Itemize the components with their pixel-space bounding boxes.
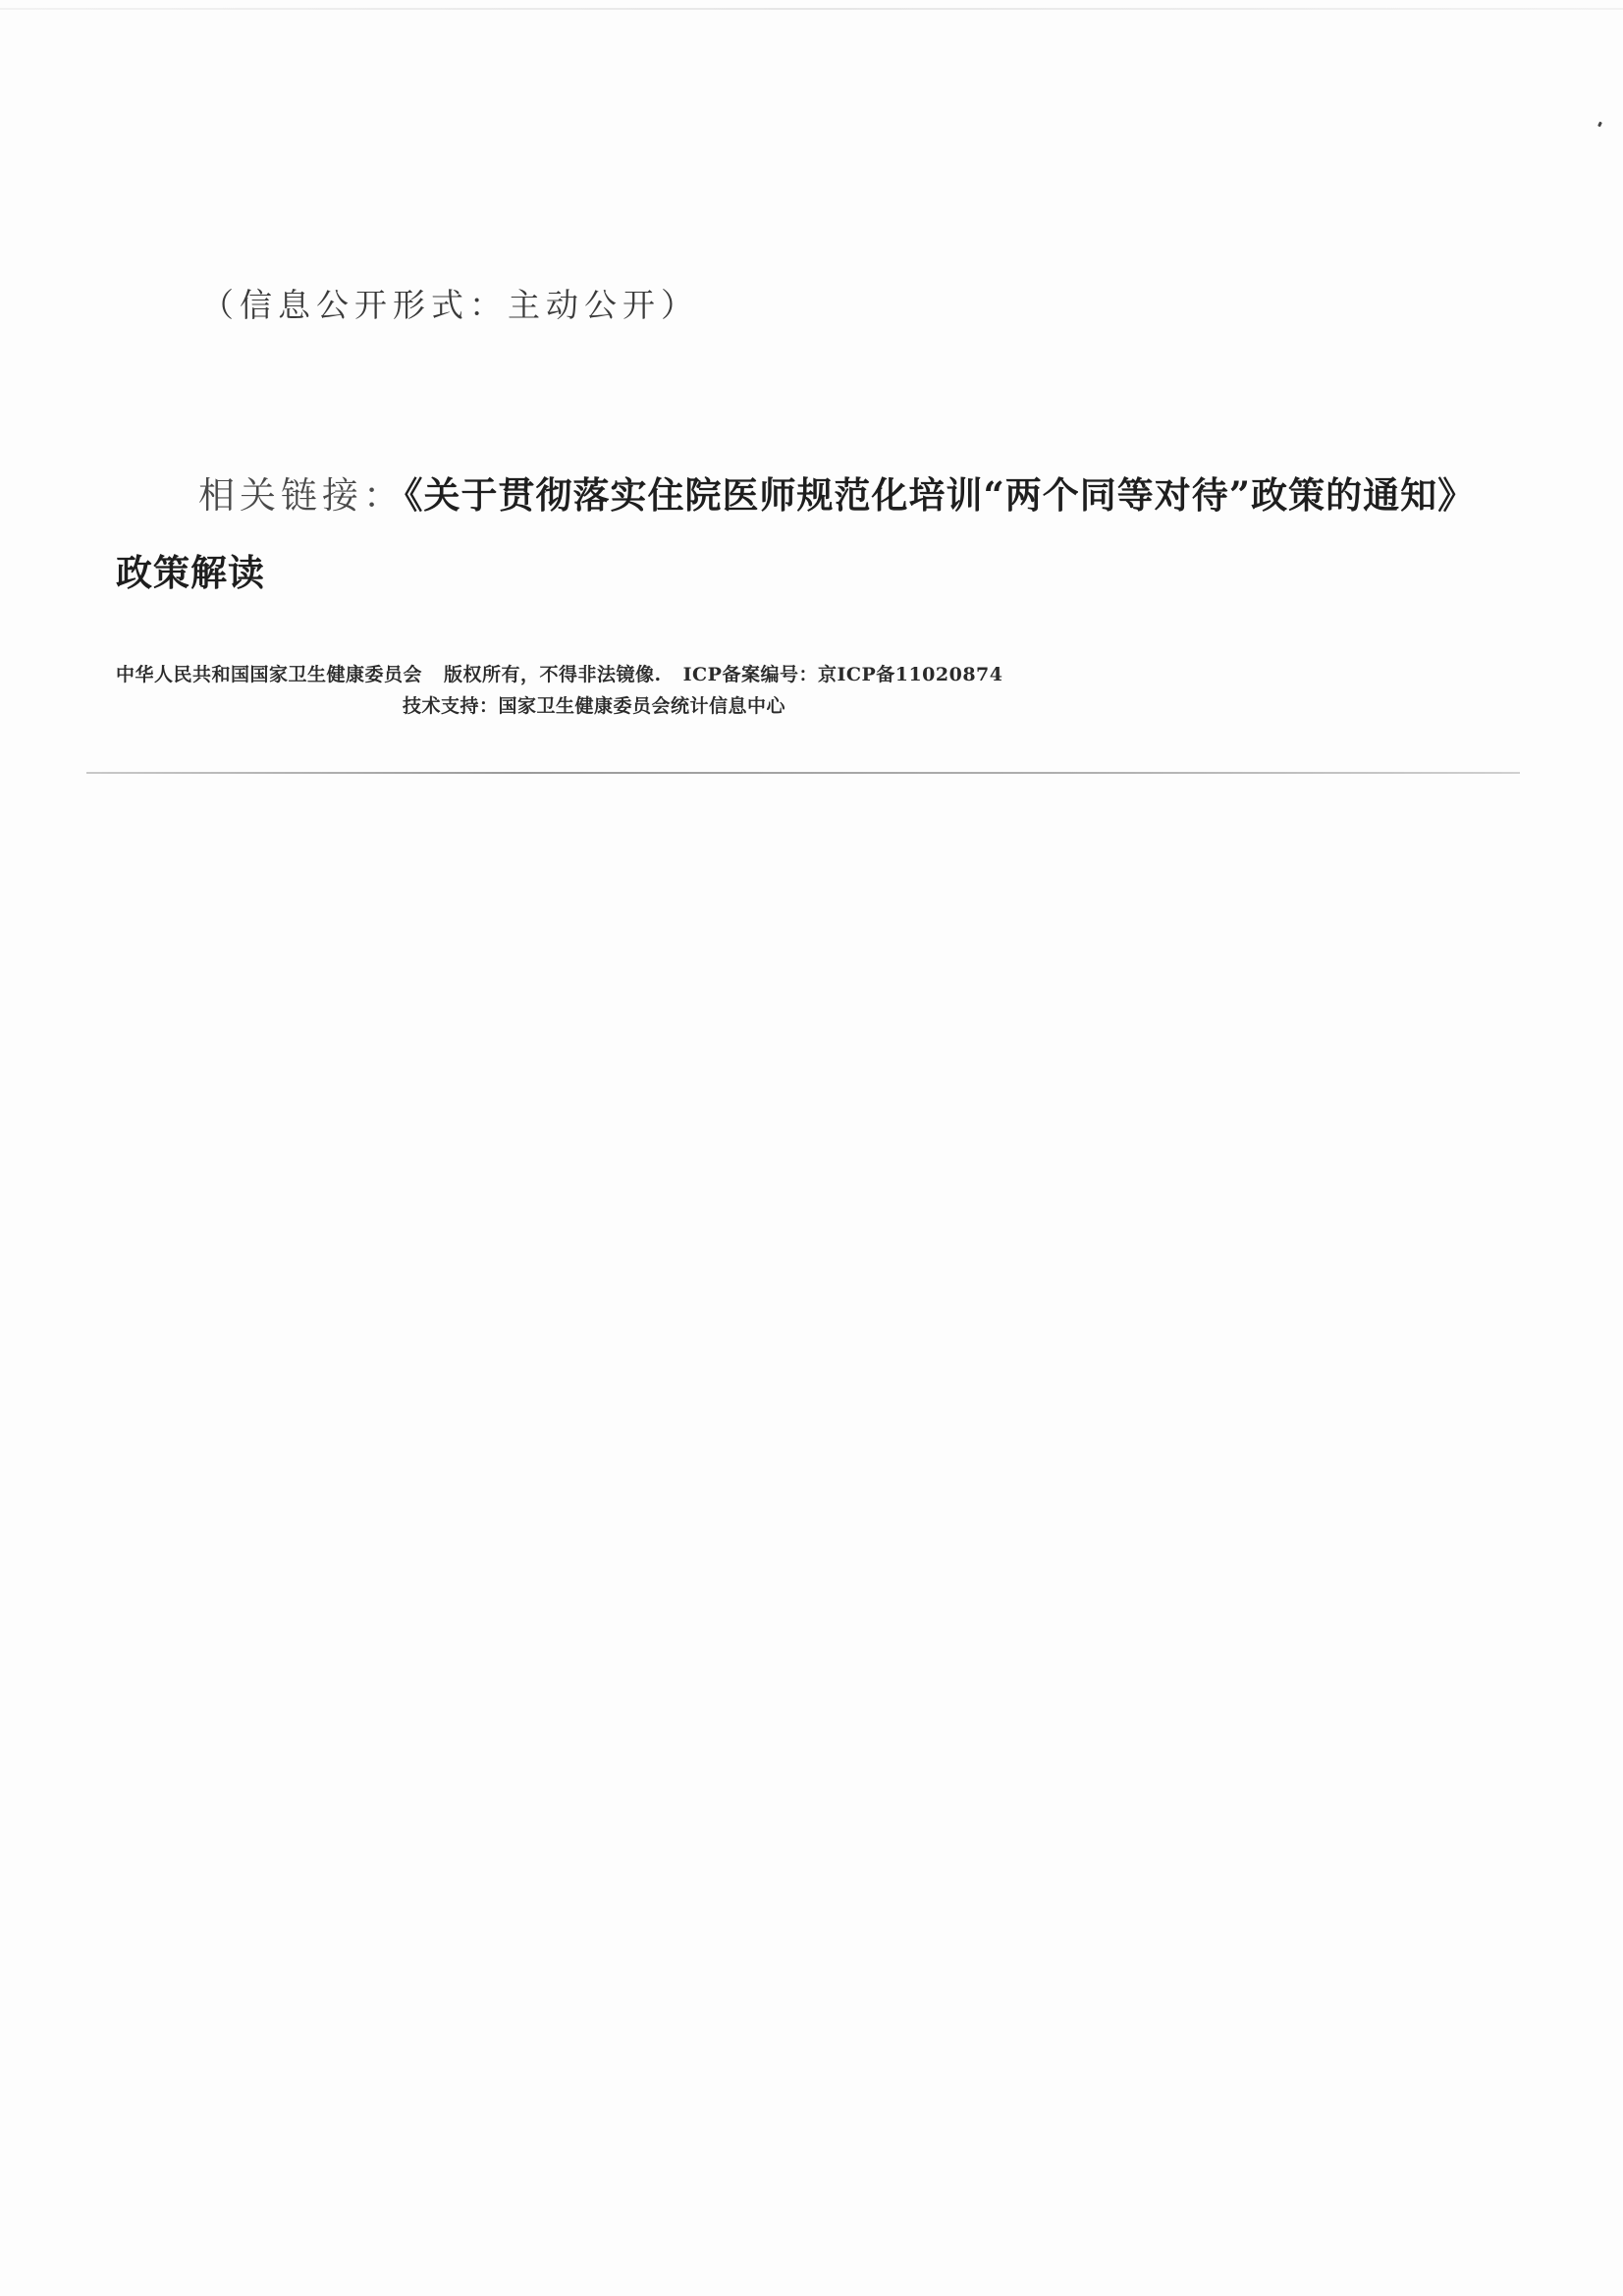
footer-organization: 中华人民共和国国家卫生健康委员会 [116,664,423,685]
policy-interpretation-link[interactable]: 《关于贯彻落实住院医师规范化培训“两个同等对待”政策的通知》政策解读 [116,473,1476,594]
disclosure-form-note: （信息公开形式：主动公开） [201,286,699,324]
footer-divider [86,772,1520,774]
scan-edge [0,8,1623,10]
related-links-label: 相关链接： [198,474,405,517]
footer-copyright-line [116,660,1003,686]
footer-copyright: 版权所有，不得非法镜像. [444,664,662,685]
related-links [116,457,1490,612]
scan-speck [1597,122,1602,128]
footer-tech-support: 技术支持：国家卫生健康委员会统计信息中心 [403,695,786,717]
footer-icp[interactable]: ICP备案编号：京ICP备11020874 [682,664,1003,685]
